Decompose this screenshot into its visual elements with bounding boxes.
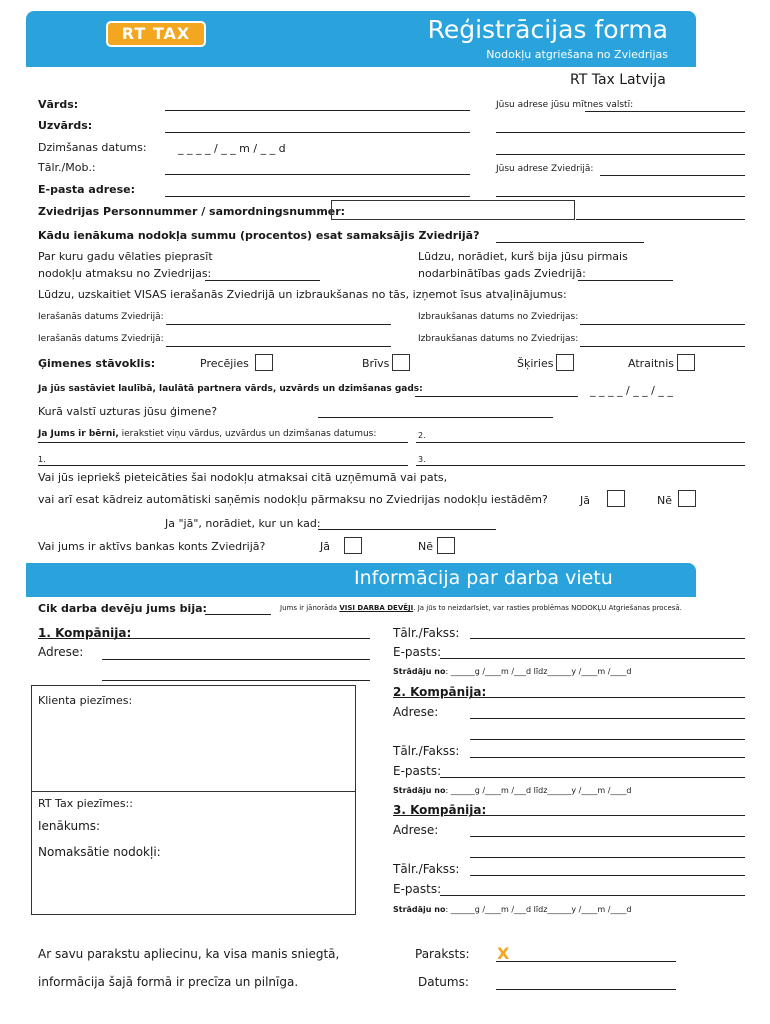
departure-label-1: Izbraukšanas datums no Zviedrijas: [418, 312, 579, 322]
company-2-phone-field[interactable] [470, 757, 745, 758]
child-2-field[interactable] [416, 442, 745, 443]
previous-yes-label: Jā [580, 494, 590, 507]
phone-label: Tālr./Mob.: [38, 161, 96, 174]
family-status-label: Ģimenes stāvoklis: [38, 357, 156, 370]
departure-label-2: Izbraukšanas datums no Zviedrijas: [418, 334, 579, 344]
child-3-label: 3. [418, 455, 426, 464]
divorced-checkbox[interactable] [556, 354, 574, 371]
company-2-address-field-1[interactable] [470, 718, 745, 719]
company-3-email-label: E-pasts: [393, 882, 442, 896]
first-year-label-2: nodarbinātības gads Zviedrijā: [418, 267, 586, 280]
bank-yes-label: Jā [320, 540, 330, 553]
bank-yes-checkbox[interactable] [344, 537, 362, 554]
sweden-address-field-1[interactable] [600, 175, 745, 176]
spouse-birth-field[interactable]: _ _ _ _ / _ _ / _ _ [590, 384, 673, 397]
trips-label: Lūdzu, uzskaitiet VISAS ierašanās Zviedrijā un izbraukšanas no tās, izņemot īsus atvaļinājumus: [38, 288, 567, 301]
arrival-field-2[interactable] [166, 346, 391, 347]
child-2-label: 2. [418, 431, 426, 440]
signature-field[interactable] [496, 961, 676, 962]
company-2-phone-label: Tālr./Fakss: [393, 744, 460, 758]
form-title: Reģistrācijas forma [427, 15, 668, 44]
phone-field[interactable] [165, 174, 470, 175]
tax-paid-label: Kādu ienākuma nodokļa summu (procentos) esat samaksājis Zviedrijā? [38, 229, 480, 242]
status-option-single: Brīvs [362, 357, 390, 370]
status-option-divorced: Šķiries [517, 357, 554, 370]
client-notes-label: Klienta piezīmes: [38, 694, 133, 707]
company-1-phone-label: Tālr./Fakss: [393, 626, 460, 640]
company-1-address-field-1[interactable] [102, 659, 370, 660]
bank-no-checkbox[interactable] [437, 537, 455, 554]
company-3-worked[interactable]: Strādāju no: ______g /____m /___d līdz______y /____m /____d [393, 905, 632, 914]
company-name: RT Tax Latvija [570, 72, 666, 88]
company-2-worked[interactable]: Strādāju no: ______g /____m /___d līdz______y /____m /____d [393, 786, 632, 795]
company-3-address-label: Adrese: [393, 823, 439, 837]
years-field[interactable] [205, 280, 320, 281]
arrival-field-1[interactable] [166, 324, 391, 325]
children-label: Ja Jums ir bērni, ierakstiet viņu vārdus, uzvārdus un dzimšanas datumus: [38, 429, 377, 439]
rt-tax-logo: RT TAX [106, 21, 206, 47]
signature-mark-icon: X [497, 944, 510, 963]
employers-field[interactable] [205, 614, 271, 615]
widowed-checkbox[interactable] [677, 354, 695, 371]
bank-label: Vai jums ir aktīvs bankas konts Zviedrijā? [38, 540, 266, 553]
name-field[interactable] [165, 110, 470, 111]
single-checkbox[interactable] [392, 354, 410, 371]
married-checkbox[interactable] [255, 354, 273, 371]
where-label: Ja "jā", norādiet, kur un kad: [165, 517, 321, 530]
company-2-label: 2. Kompānija: [393, 685, 487, 699]
employers-label: Cik darba devēju jums bija: [38, 602, 207, 615]
first-year-label-1: Lūdzu, norādiet, kurš bija jūsu pirmais [418, 250, 628, 263]
surname-label: Uzvārds: [38, 119, 93, 132]
child-field-top-left[interactable] [38, 442, 408, 443]
company-1-address-label: Adrese: [38, 645, 84, 659]
company-2-email-label: E-pasts: [393, 764, 442, 778]
spouse-label: Ja jūs sastāviet laulībā, laulātā partnera vārds, uzvārds un dzimšanas gads: [38, 384, 423, 394]
company-2-email-field[interactable] [440, 777, 745, 778]
birth-date-label: Dzimšanas datums: [38, 141, 147, 154]
child-1-field[interactable] [38, 465, 408, 466]
child-1-label: 1. [38, 455, 46, 464]
first-year-field[interactable] [578, 280, 673, 281]
sweden-address-label: Jūsu adrese Zviedrijā: [496, 164, 594, 174]
company-3-phone-field[interactable] [470, 875, 745, 876]
email-label: E-pasta adrese: [38, 183, 136, 196]
company-1-phone-field[interactable] [470, 638, 745, 639]
bank-no-label: Nē [418, 540, 433, 553]
departure-field-2[interactable] [580, 346, 745, 347]
home-address-field-2[interactable] [496, 132, 745, 133]
home-address-field-1[interactable] [585, 111, 745, 112]
company-3-address-field-2[interactable] [470, 857, 745, 858]
company-1-label: 1. Kompānija: [38, 626, 132, 640]
form-subtitle: Nodokļu atgriešana no Zviedrijas [486, 48, 668, 61]
spouse-field[interactable] [415, 396, 578, 397]
name-label: Vārds: [38, 98, 79, 111]
company-3-address-field-1[interactable] [470, 836, 745, 837]
previous-no-label: Nē [657, 494, 672, 507]
date-label: Datums: [418, 975, 469, 989]
status-option-widowed: Atraitnis [628, 357, 675, 370]
arrival-label-2: Ierašanās datums Zviedrijā: [38, 334, 164, 344]
company-2-address-label: Adrese: [393, 705, 439, 719]
sweden-address-field-3[interactable] [576, 219, 745, 220]
work-section-banner [26, 563, 696, 597]
home-address-field-3[interactable] [496, 154, 745, 155]
company-1-email-field[interactable] [440, 658, 745, 659]
company-3-phone-label: Tālr./Fakss: [393, 862, 460, 876]
company-1-email-label: E-pasts: [393, 645, 442, 659]
previous-no-checkbox[interactable] [678, 490, 696, 507]
company-1-address-field-2[interactable] [102, 680, 370, 681]
company-3-label: 3. Kompānija: [393, 803, 487, 817]
previous-yes-checkbox[interactable] [607, 490, 625, 507]
personnummer-field[interactable] [331, 200, 575, 220]
years-label-1: Par kuru gadu vēlaties pieprasīt [38, 250, 213, 263]
income-label: Ienākums: [38, 819, 101, 833]
departure-field-1[interactable] [580, 324, 745, 325]
company-3-email-field[interactable] [440, 895, 745, 896]
company-2-name-field[interactable] [470, 697, 745, 698]
status-option-married: Precējies [200, 357, 249, 370]
previous-question-2: vai arī esat kādreiz automātiski saņēmis nodokļu pārmaksu no Zviedrijas nodokļu iestādēm? [38, 493, 548, 506]
previous-question-1: Vai jūs iepriekš pieteicāties šai nodokļu atmaksai citā uzņēmumā vai pats, [38, 471, 448, 484]
company-3-name-field[interactable] [470, 815, 745, 816]
signature-label: Paraksts: [415, 947, 470, 961]
taxes-paid-label: Nomaksātie nodokļi: [38, 845, 161, 859]
work-section-title: Informācija par darba vietu [354, 567, 613, 589]
employers-note: Jums ir jānorāda VISI DARBA DEVĒJI. Ja jūs to neizdarīsiet, var rasties problēmas NODOKĻU Atgriešanas procesā. [280, 604, 682, 612]
company-1-name-field[interactable] [102, 638, 370, 639]
family-country-field[interactable] [318, 417, 553, 418]
statement-line-1: Ar savu parakstu apliecinu, ka visa manis sniegtā, [38, 947, 340, 961]
family-country-label: Kurā valstī uzturas jūsu ģimene? [38, 405, 218, 418]
home-address-label: Jūsu adrese jūsu mītnes valstī: [496, 100, 634, 110]
where-field[interactable] [318, 529, 496, 530]
header-banner [26, 11, 696, 67]
company-2-address-field-2[interactable] [470, 739, 745, 740]
date-field[interactable] [496, 989, 676, 990]
tax-paid-field[interactable] [496, 242, 644, 243]
email-field[interactable] [165, 196, 470, 197]
birth-date-field[interactable]: _ _ _ _ / _ _ m / _ _ d [178, 142, 286, 155]
statement-line-2: informācija šajā formā ir precīza un pilnīga. [38, 975, 299, 989]
company-1-worked[interactable]: Strādāju no: ______g /____m /___d līdz______y /____m /____d [393, 667, 632, 676]
personnummer-label: Zviedrijas Personnummer / samordningsnummer: [38, 205, 346, 218]
notes-divider [32, 791, 355, 792]
years-label-2: nodokļu atmaksu no Zviedrijas: [38, 267, 212, 280]
surname-field[interactable] [165, 132, 470, 133]
sweden-address-field-2[interactable] [496, 196, 745, 197]
arrival-label-1: Ierašanās datums Zviedrijā: [38, 312, 164, 322]
rt-notes-label: RT Tax piezīmes:: [38, 797, 133, 810]
child-3-field[interactable] [416, 465, 745, 466]
notes-box [31, 685, 356, 915]
